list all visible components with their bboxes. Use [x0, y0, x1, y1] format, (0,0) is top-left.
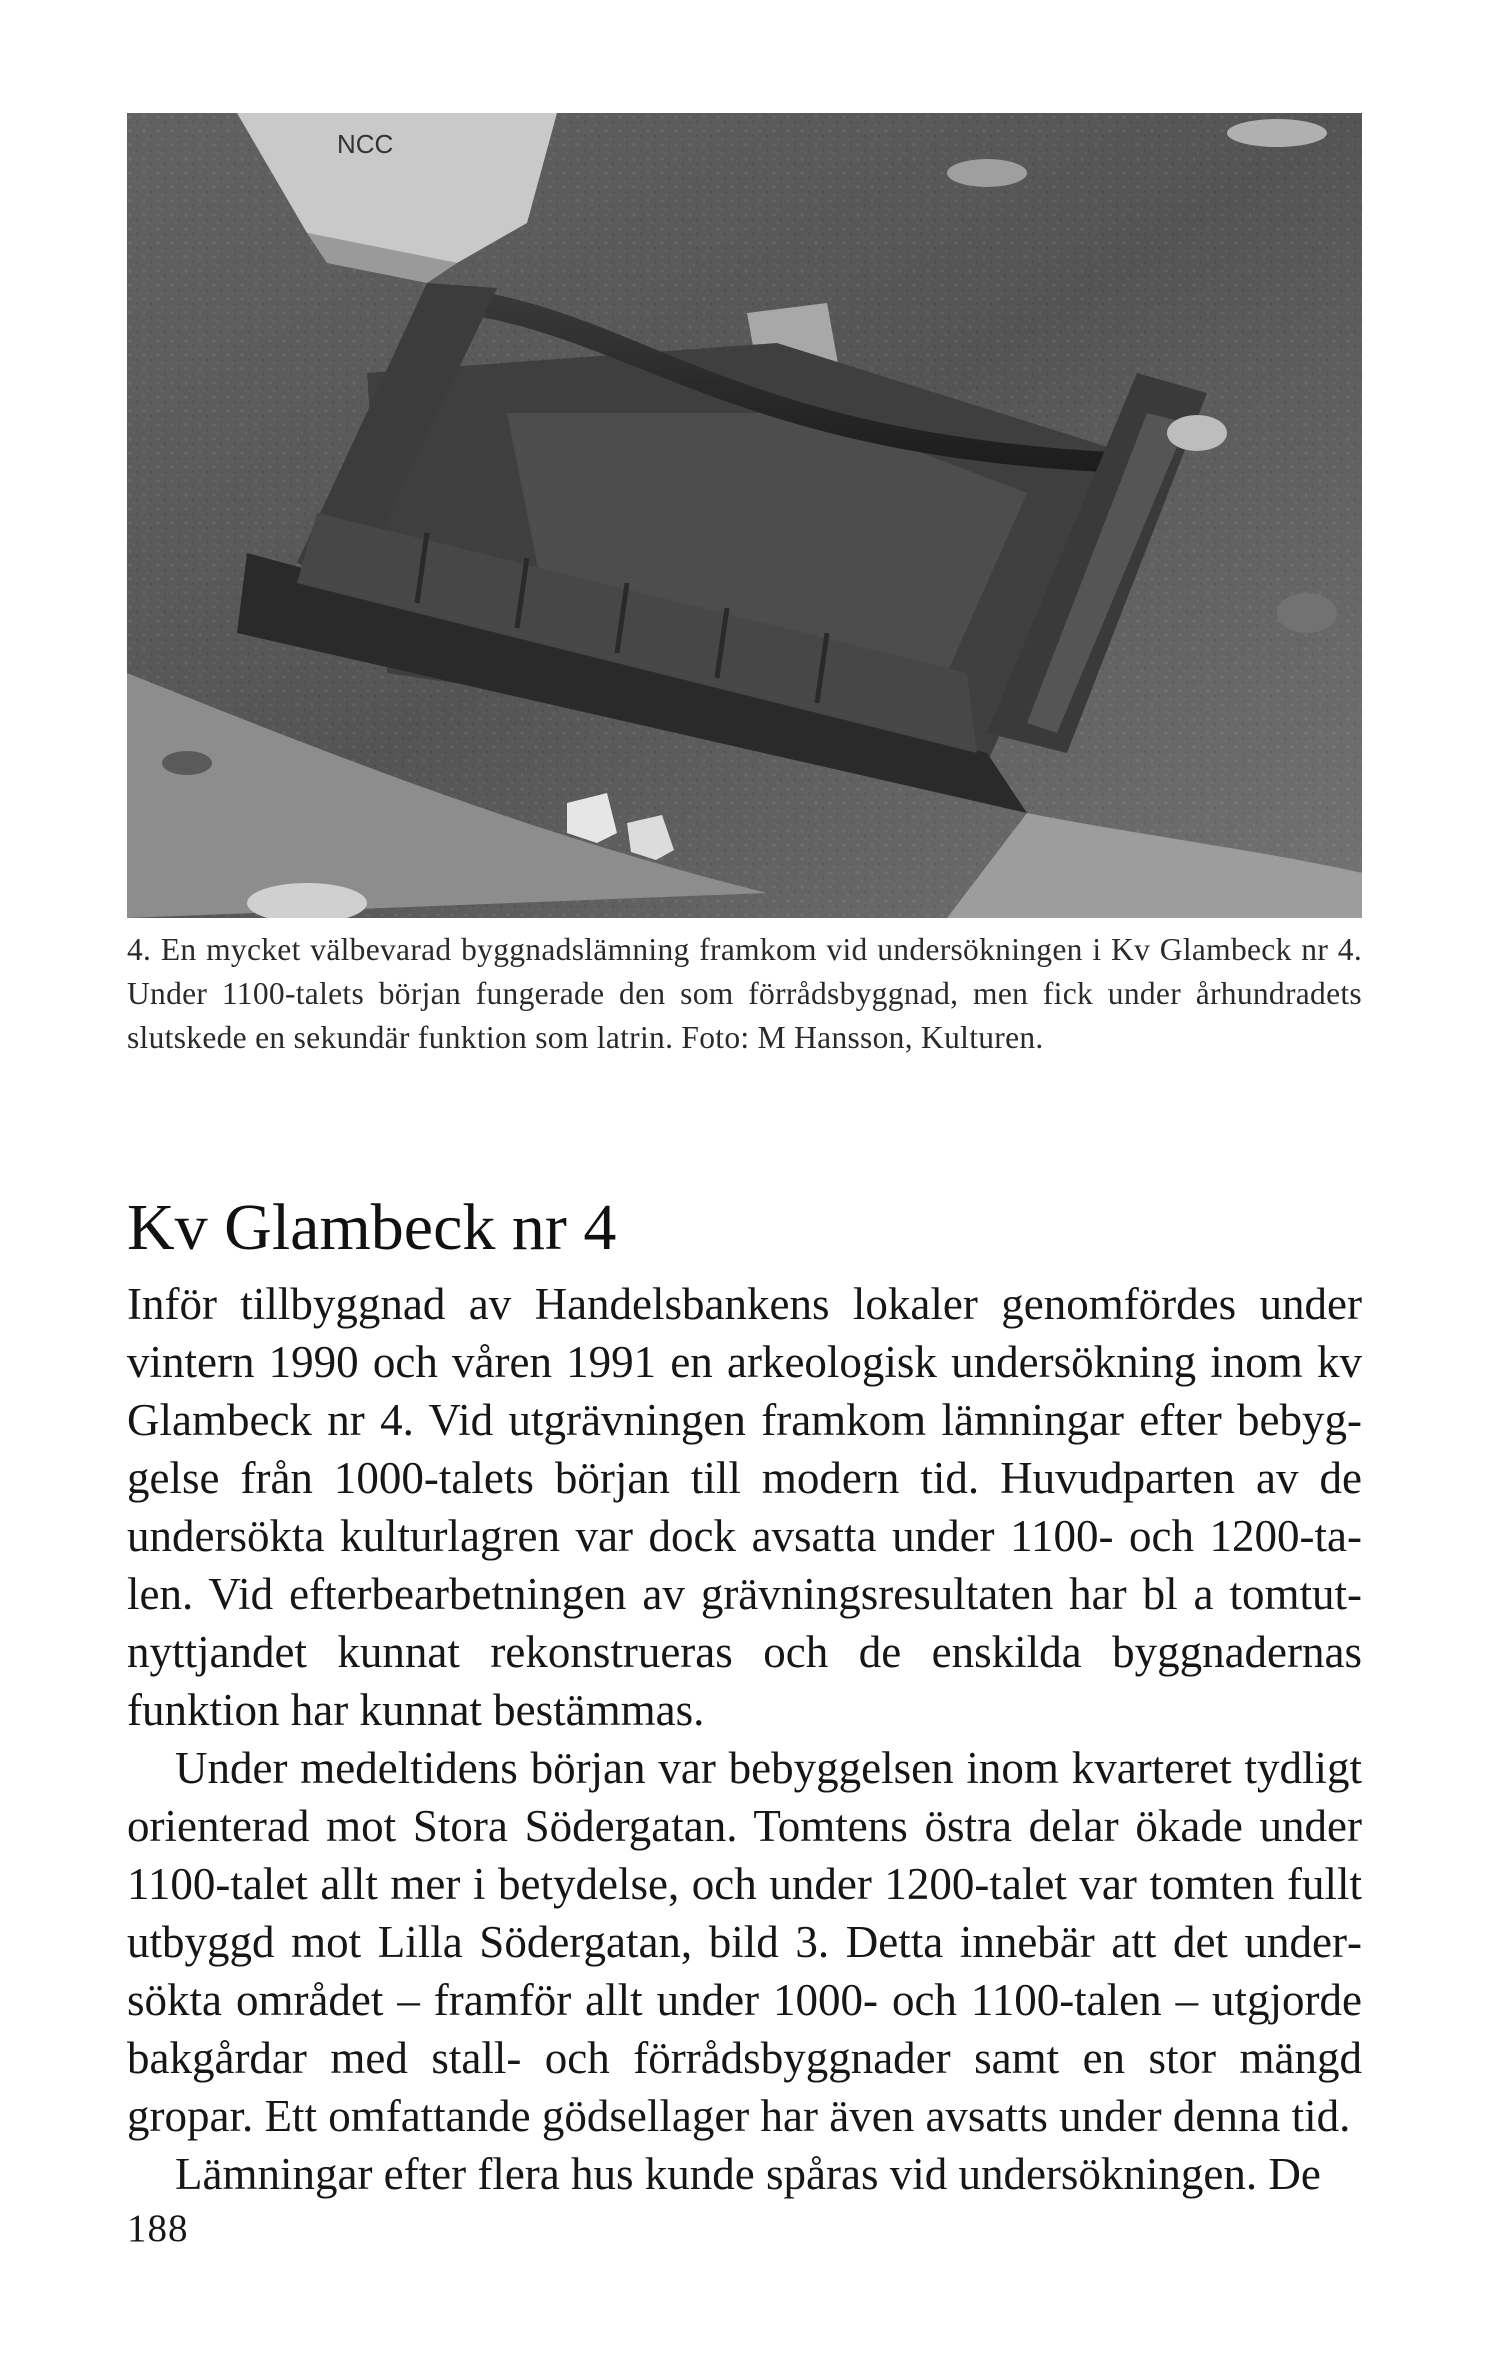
paragraph: Lämningar efter flera hus kunde spåras vid undersökningen. De: [175, 2149, 1321, 2199]
excavation-photo-image: [127, 113, 1362, 918]
photo-caption: 4. En mycket välbevarad byggnadslämning framkom vid undersökningen i Kv Glambeck nr 4. Under 1100-talets början fungerade den som förrådsbyggnad, men fick under århundradets slutskede en sekundär funktion som latrin. Foto: M Hansson, Kulturen.: [127, 932, 1362, 1055]
paragraph: Inför tillbyggnad av Handelsbankens lokaler genomfördes under vintern 1990 och våren 1991 en arkeologisk undersökning inom kv Glambeck nr 4. Vid utgrävningen framkom lämningar efter bebyggelse från 1000-talets början till modern tid. Huvudparten av de undersökta kulturlagren var dock avsatta under 1100- och 1200-talen. Vid efterbearbetningen av grävningsresultaten har bl a tomtutnyttjandet kunnat rekonstrueras och de enskilda byggnadernas funktion har kunnat bestämmas.: [127, 1279, 1362, 1735]
excavation-photo: [127, 113, 1362, 918]
dumpster-sign: NCC: [337, 129, 394, 159]
section-heading: Kv Glambeck nr 4: [127, 1191, 617, 1264]
page-number: 188: [127, 2207, 189, 2250]
body-text: [127, 1275, 1362, 2203]
paragraph: Under medeltidens början var bebyggelsen inom kvarteret tydligt orienterad mot Stora Södergatan. Tomtens östra delar ökade under 1100-talet allt mer i betydelse, och under 1200-talet var tomten fullt utbyggd mot Lilla Södergatan, bild 3. Detta innebär att det undersökta området – framför allt under 1000- och 1100-talen – utgjorde bakgårdar med stall- och förrådsbyggnader samt en stor mängd gropar. Ett omfattande gödsellager har även avsatts under denna tid.: [127, 1743, 1362, 2141]
